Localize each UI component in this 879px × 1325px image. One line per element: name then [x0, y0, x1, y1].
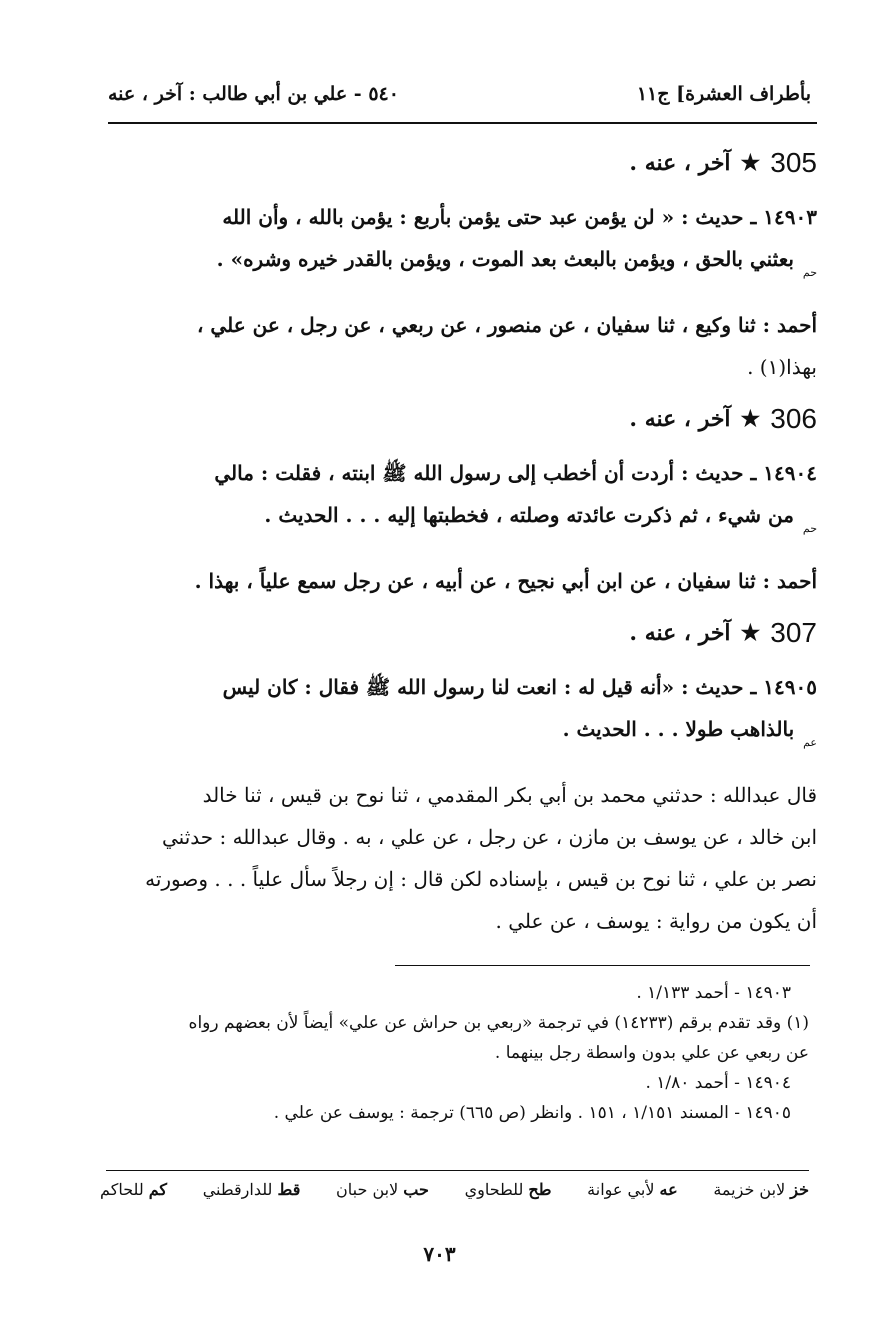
isnad-line: بهذا(١) .: [747, 355, 817, 379]
hadith-text: [106, 666, 817, 764]
source-symbol: حم: [802, 522, 817, 535]
source-symbol: حم: [802, 266, 817, 279]
entry-label: آخر ، عنه .: [629, 620, 731, 646]
isnad-line: قال عبدالله : حدثني محمد بن أبي بكر المقدمي ، ثنا نوح بن قيس ، ثنا خالد: [202, 783, 817, 807]
footnote-rule: [395, 965, 810, 966]
entry-number: 305: [770, 147, 817, 178]
hadith-line-1: أردت أن أخطب إلى رسول الله ﷺ ابنته ، فقلت : مالي: [214, 461, 675, 485]
main-text: [106, 138, 817, 942]
hadith-line: [106, 666, 817, 708]
hadith-line-2: بعثني بالحق ، ويؤمن بالبعث بعد الموت ، ويؤمن بالقدر خيره وشره» .: [216, 247, 794, 271]
symbol-entry: حب لابن حبان: [336, 1180, 429, 1199]
hadith-line-2: بالذاهب طولا . . . الحديث .: [562, 717, 795, 741]
hadith-text: [106, 196, 817, 294]
symbol-entry: خز لابن خزيمة: [713, 1180, 809, 1199]
header-rule: [108, 122, 817, 124]
entry-label: آخر ، عنه .: [629, 150, 731, 176]
hadith-word: ـ حديث :: [681, 461, 757, 485]
entry-heading: [106, 138, 817, 188]
footnote-line: ١٤٩٠٣ - أحمد ١/١٣٣ .: [636, 983, 791, 1003]
source-symbol: عم: [803, 736, 817, 749]
hadith-line: [106, 708, 817, 764]
running-header: [108, 72, 811, 116]
isnad-line: أن يكون من رواية : يوسف ، عن علي .: [495, 909, 817, 933]
footnote-line: ١٤٩٠٤ - أحمد ١/٨٠ .: [645, 1073, 791, 1093]
entry-number: 307: [770, 617, 817, 648]
entry-heading: [106, 608, 817, 658]
hadith-word: ـ حديث :: [681, 675, 757, 699]
entry-label: آخر ، عنه .: [629, 406, 731, 432]
page-number: ٧٠٣: [423, 1242, 456, 1266]
isnad-line: نصر بن علي ، ثنا نوح بن قيس ، بإسناده لكن قال : إن رجلاً سأل علياً . . . وصورته: [145, 867, 817, 891]
symbol-entry: طح للطحاوي: [464, 1180, 552, 1199]
hadith-text: [106, 452, 817, 550]
symbol-entry: قط للدارقطني: [202, 1180, 301, 1199]
footnote-line: (١) وقد تقدم برقم (١٤٢٣٣) في ترجمة «ربعي بن حراش عن علي» أيضاً لأن بعضهم رواه: [188, 1013, 809, 1033]
isnad-text: [106, 560, 817, 602]
symbol-entry: عه لأبي عوانة: [587, 1180, 678, 1199]
star-icon: ★: [740, 620, 761, 646]
entry-heading: [106, 394, 817, 444]
header-book-title: بأطراف العشرة] ج١١: [636, 83, 811, 105]
symbols-rule: [106, 1170, 809, 1171]
hadith-line: [106, 494, 817, 550]
symbols-key: [100, 1180, 809, 1199]
hadith-number: ١٤٩٠٥: [763, 675, 817, 699]
star-icon: ★: [740, 406, 761, 432]
hadith-line: [106, 238, 817, 294]
hadith-number: ١٤٩٠٤: [763, 461, 817, 485]
hadith-line-2: من شيء ، ثم ذكرت عائدته وصلته ، فخطبتها إليه . . . الحديث .: [264, 503, 794, 527]
header-chapter: ٥٤٠ - علي بن أبي طالب : آخر ، عنه: [108, 83, 399, 105]
hadith-line: [106, 196, 817, 238]
isnad-line: أحمد : ثنا سفيان ، عن ابن أبي نجيح ، عن أبيه ، عن رجل سمع علياً ، بهذا .: [194, 569, 817, 593]
hadith-line-1: « لن يؤمن عبد حتى يؤمن بأربع : يؤمن بالله ، وأن الله: [222, 205, 675, 229]
hadith-line: [106, 452, 817, 494]
footnote-line: ١٤٩٠٥ - المسند ١/١٥١ ، ١٥١ . وانظر (ص ٦٦٥) ترجمة : يوسف عن علي .: [273, 1103, 791, 1123]
star-icon: ★: [740, 150, 761, 176]
footnote-line: عن ربعي عن علي بدون واسطة رجل بينهما .: [494, 1043, 809, 1063]
footnotes: [106, 978, 809, 1128]
hadith-word: ـ حديث :: [681, 205, 757, 229]
isnad-line: ابن خالد ، عن يوسف بن مازن ، عن رجل ، عن علي ، به . وقال عبدالله : حدثني: [162, 825, 817, 849]
isnad-line: أحمد : ثنا وكيع ، ثنا سفيان ، عن منصور ، عن ربعي ، عن رجل ، عن علي ،: [197, 313, 817, 337]
isnad-text: [106, 774, 817, 942]
symbol-entry: كم للحاكم: [100, 1180, 168, 1199]
isnad-text: [106, 304, 817, 388]
entry-number: 306: [770, 403, 817, 434]
hadith-number: ١٤٩٠٣: [763, 205, 817, 229]
hadith-line-1: «أنه قيل له : انعت لنا رسول الله ﷺ فقال : كان ليس: [222, 675, 675, 699]
